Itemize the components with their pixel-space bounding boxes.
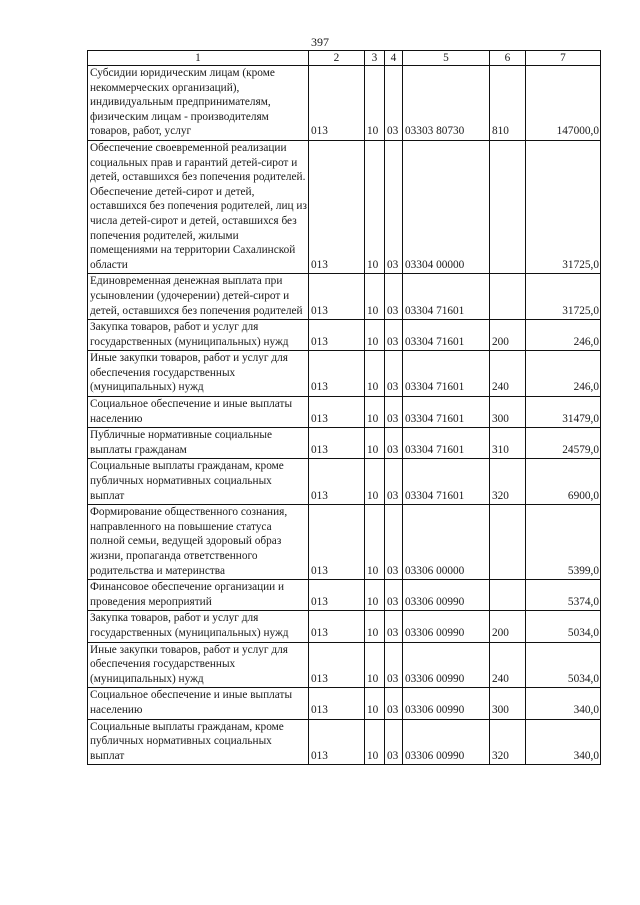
row-amount: 340,0 <box>526 719 601 765</box>
row-subsection-code: 03 <box>385 642 403 688</box>
row-ministry-code: 013 <box>309 688 365 719</box>
page-number: 397 <box>311 35 329 49</box>
row-name: Социальные выплаты гражданам, кроме публичных нормативных социальных выплат <box>88 459 309 505</box>
row-name: Социальное обеспечение и иные выплаты населению <box>88 688 309 719</box>
row-target-code: 03303 80730 <box>403 66 490 141</box>
row-target-code: 03306 00990 <box>403 580 490 611</box>
table-header <box>88 51 601 66</box>
row-amount: 31725,0 <box>526 274 601 320</box>
row-subsection-code: 03 <box>385 719 403 765</box>
row-name: Обеспечение своевременной реализации социальных прав и гарантий детей-сирот и детей, оставшихся без попечения родителей. Обеспечение детей-сирот и детей, оставшихся без попечения родителей, лиц из числа детей-сирот и детей, оставшихся без попечения родителей, жилыми помещениями на территории Сахалинской области <box>88 140 309 273</box>
row-expense-type-code: 200 <box>490 611 526 642</box>
row-expense-type-code <box>490 274 526 320</box>
header-cell-amount: 7 <box>526 51 601 66</box>
row-amount: 147000,0 <box>526 66 601 141</box>
row-ministry-code: 013 <box>309 66 365 141</box>
row-expense-type-code: 240 <box>490 642 526 688</box>
row-target-code: 03306 00990 <box>403 642 490 688</box>
row-ministry-code: 013 <box>309 580 365 611</box>
row-expense-type-code: 320 <box>490 719 526 765</box>
table-row <box>88 274 601 320</box>
row-subsection-code: 03 <box>385 351 403 397</box>
row-amount: 5034,0 <box>526 642 601 688</box>
row-name: Закупка товаров, работ и услуг для государственных (муниципальных) нужд <box>88 320 309 351</box>
row-amount: 246,0 <box>526 351 601 397</box>
row-ministry-code: 013 <box>309 719 365 765</box>
row-subsection-code: 03 <box>385 320 403 351</box>
row-expense-type-code: 200 <box>490 320 526 351</box>
row-name: Субсидии юридическим лицам (кроме некоммерческих организаций), индивидуальным предпринимателям, физическим лицам - производителям товаров, работ, услуг <box>88 66 309 141</box>
row-amount: 246,0 <box>526 320 601 351</box>
header-cell-subsection: 4 <box>385 51 403 66</box>
row-section-code: 10 <box>365 459 385 505</box>
row-section-code: 10 <box>365 428 385 459</box>
row-amount: 5374,0 <box>526 580 601 611</box>
table-body <box>88 66 601 765</box>
row-subsection-code: 03 <box>385 66 403 141</box>
table-row <box>88 428 601 459</box>
row-target-code: 03304 71601 <box>403 351 490 397</box>
row-subsection-code: 03 <box>385 274 403 320</box>
row-name: Иные закупки товаров, работ и услуг для обеспечения государственных (муниципальных) нужд <box>88 351 309 397</box>
row-section-code: 10 <box>365 140 385 273</box>
row-amount: 24579,0 <box>526 428 601 459</box>
row-amount: 5034,0 <box>526 611 601 642</box>
row-ministry-code: 013 <box>309 459 365 505</box>
row-section-code: 10 <box>365 580 385 611</box>
row-name: Социальное обеспечение и иные выплаты населению <box>88 397 309 428</box>
table-row <box>88 719 601 765</box>
row-section-code: 10 <box>365 642 385 688</box>
table-row <box>88 642 601 688</box>
row-ministry-code: 013 <box>309 505 365 580</box>
row-ministry-code: 013 <box>309 274 365 320</box>
row-section-code: 10 <box>365 274 385 320</box>
row-ministry-code: 013 <box>309 642 365 688</box>
header-cell-section: 3 <box>365 51 385 66</box>
row-subsection-code: 03 <box>385 688 403 719</box>
row-expense-type-code: 320 <box>490 459 526 505</box>
budget-table <box>87 50 601 765</box>
table-row <box>88 66 601 141</box>
row-ministry-code: 013 <box>309 320 365 351</box>
row-expense-type-code: 240 <box>490 351 526 397</box>
row-amount: 6900,0 <box>526 459 601 505</box>
row-ministry-code: 013 <box>309 611 365 642</box>
row-expense-type-code <box>490 140 526 273</box>
row-section-code: 10 <box>365 320 385 351</box>
header-cell-expense-type: 6 <box>490 51 526 66</box>
table-row <box>88 611 601 642</box>
row-name: Формирование общественного сознания, направленного на повышение статуса полной семьи, ведущей здоровый образ жизни, пропаганда ответственного родительства и материнства <box>88 505 309 580</box>
row-target-code: 03306 00990 <box>403 719 490 765</box>
row-ministry-code: 013 <box>309 397 365 428</box>
row-expense-type-code: 300 <box>490 688 526 719</box>
row-amount: 5399,0 <box>526 505 601 580</box>
row-expense-type-code: 810 <box>490 66 526 141</box>
row-section-code: 10 <box>365 66 385 141</box>
header-cell-ministry: 2 <box>309 51 365 66</box>
row-target-code: 03306 00990 <box>403 611 490 642</box>
row-target-code: 03306 00990 <box>403 688 490 719</box>
row-ministry-code: 013 <box>309 140 365 273</box>
row-amount: 31479,0 <box>526 397 601 428</box>
row-section-code: 10 <box>365 611 385 642</box>
row-target-code: 03306 00000 <box>403 505 490 580</box>
row-section-code: 10 <box>365 719 385 765</box>
row-section-code: 10 <box>365 397 385 428</box>
table-row <box>88 351 601 397</box>
row-expense-type-code: 310 <box>490 428 526 459</box>
row-subsection-code: 03 <box>385 140 403 273</box>
row-target-code: 03304 71601 <box>403 459 490 505</box>
row-subsection-code: 03 <box>385 505 403 580</box>
row-amount: 340,0 <box>526 688 601 719</box>
row-subsection-code: 03 <box>385 397 403 428</box>
table-row <box>88 459 601 505</box>
row-target-code: 03304 71601 <box>403 428 490 459</box>
row-target-code: 03304 71601 <box>403 320 490 351</box>
row-name: Финансовое обеспечение организации и проведения мероприятий <box>88 580 309 611</box>
row-name: Иные закупки товаров, работ и услуг для обеспечения государственных (муниципальных) нужд <box>88 642 309 688</box>
row-subsection-code: 03 <box>385 580 403 611</box>
row-section-code: 10 <box>365 351 385 397</box>
row-subsection-code: 03 <box>385 428 403 459</box>
table-row <box>88 397 601 428</box>
header-row <box>88 51 601 66</box>
row-target-code: 03304 00000 <box>403 140 490 273</box>
row-expense-type-code <box>490 580 526 611</box>
table-row <box>88 140 601 273</box>
row-subsection-code: 03 <box>385 611 403 642</box>
row-target-code: 03304 71601 <box>403 274 490 320</box>
row-name: Социальные выплаты гражданам, кроме публичных нормативных социальных выплат <box>88 719 309 765</box>
table-row <box>88 688 601 719</box>
row-expense-type-code: 300 <box>490 397 526 428</box>
row-subsection-code: 03 <box>385 459 403 505</box>
table-row <box>88 320 601 351</box>
table-row <box>88 580 601 611</box>
row-expense-type-code <box>490 505 526 580</box>
row-target-code: 03304 71601 <box>403 397 490 428</box>
row-name: Публичные нормативные социальные выплаты гражданам <box>88 428 309 459</box>
row-name: Единовременная денежная выплата при усыновлении (удочерении) детей-сирот и детей, оставшихся без попечения родителей <box>88 274 309 320</box>
row-name: Закупка товаров, работ и услуг для государственных (муниципальных) нужд <box>88 611 309 642</box>
row-ministry-code: 013 <box>309 351 365 397</box>
row-ministry-code: 013 <box>309 428 365 459</box>
row-section-code: 10 <box>365 505 385 580</box>
table-row <box>88 505 601 580</box>
header-cell-name: 1 <box>88 51 309 66</box>
header-cell-target: 5 <box>403 51 490 66</box>
row-section-code: 10 <box>365 688 385 719</box>
row-amount: 31725,0 <box>526 140 601 273</box>
